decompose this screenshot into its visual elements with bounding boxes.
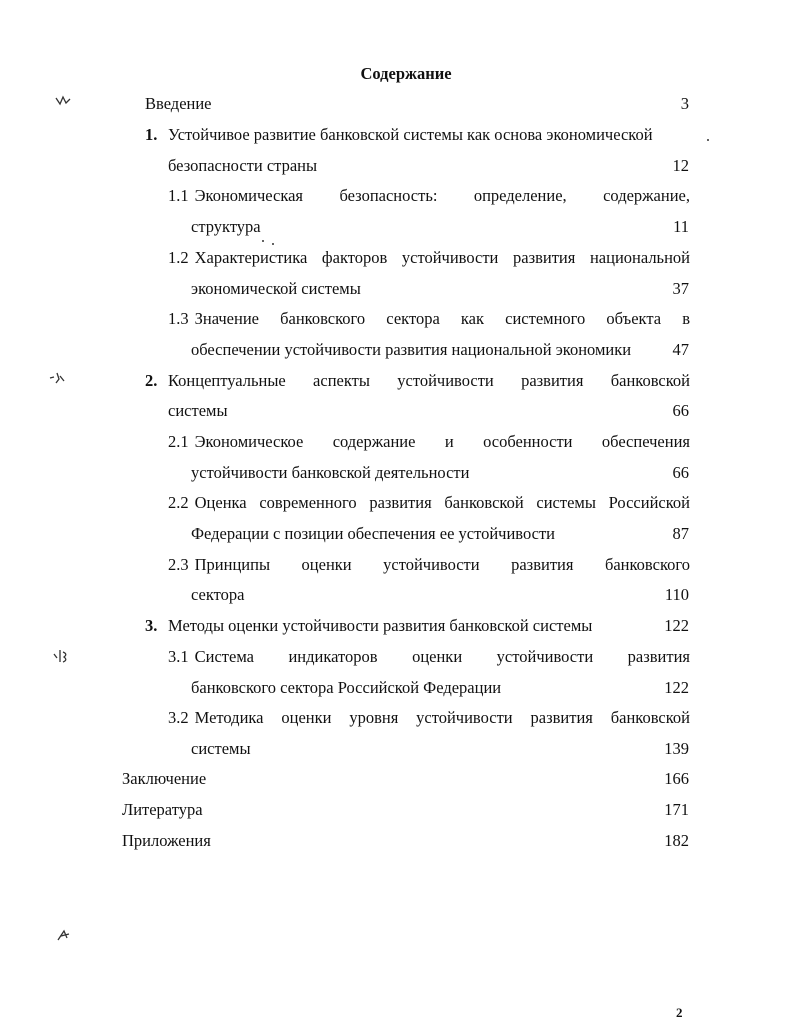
section-2-3-title-line-1: Принципы оценки устойчивости развития банковского — [194, 555, 690, 574]
toc-entry-appendices-page: 182 — [664, 831, 689, 850]
toc-entry-literature-page: 171 — [664, 800, 689, 819]
section-2-1-page: 66 — [672, 463, 689, 482]
section-1-1-number: 1.1 — [168, 186, 189, 205]
scan-artifact-mark-3 — [52, 648, 72, 666]
section-3-1-number: 3.1 — [168, 647, 189, 666]
chapter-3-number: 3. — [145, 616, 158, 635]
chapter-1-title-line-2: безопасности страны — [168, 156, 318, 175]
section-3-1-page: 122 — [664, 678, 689, 697]
chapter-3-title-line-1: Методы оценки устойчивости развития банковской системы — [168, 616, 593, 635]
chapter-2-number: 2. — [145, 371, 158, 390]
section-1-3-number: 1.3 — [168, 309, 189, 328]
toc-entry-conclusion-label: Заключение — [122, 769, 207, 788]
chapter-1-title-line-1: Устойчивое развитие банковской системы как основа экономической — [168, 125, 653, 144]
section-1-2-line-1 — [168, 248, 690, 268]
section-3-2-number: 3.2 — [168, 708, 189, 727]
scan-artifact-mark-1 — [54, 94, 74, 108]
section-2-3-page: 110 — [664, 585, 689, 604]
chapter-2-title-line-2: системы — [168, 401, 228, 420]
chapter-3-page: 122 — [664, 616, 689, 635]
section-1-2-page: 37 — [672, 279, 689, 298]
section-1-2-title-line-1: Характеристика факторов устойчивости развития национальной — [194, 248, 690, 267]
scan-artifact-mark-2 — [48, 371, 68, 387]
section-3-2-title-line-1: Методика оценки уровня устойчивости развития банковской — [194, 708, 690, 727]
scan-speck-1 — [707, 139, 709, 141]
section-1-3-page: 47 — [672, 340, 689, 359]
toc-title: Содержание — [360, 64, 452, 83]
section-1-2-title-line-2: экономической системы — [191, 279, 361, 298]
scan-artifact-mark-4 — [55, 928, 73, 944]
section-3-2-line-1 — [168, 708, 690, 728]
toc-entry-conclusion-page: 166 — [664, 769, 689, 788]
section-3-1-line-1 — [168, 647, 690, 667]
section-3-2-title-line-2: системы — [191, 739, 251, 758]
toc-entry-intro-label: Введение — [145, 94, 212, 113]
section-1-3-title-line-2: обеспечении устойчивости развития национальной экономики — [191, 340, 632, 359]
section-2-2-title-line-1: Оценка современного развития банковской системы Российской — [194, 493, 690, 512]
chapter-1-number: 1. — [145, 125, 158, 144]
section-2-3-line-1 — [168, 555, 690, 575]
chapter-2-title-line-1: Концептуальные аспекты устойчивости развития банковской — [168, 371, 690, 390]
section-3-1-title-line-1: Система индикаторов оценки устойчивости развития — [194, 647, 690, 666]
section-1-1-line-1 — [168, 186, 690, 206]
section-2-2-line-1 — [168, 493, 690, 513]
section-2-2-title-line-2: Федерации с позиции обеспечения ее устойчивости — [191, 524, 556, 543]
chapter-1-page: 12 — [672, 156, 689, 175]
section-2-1-title-line-2: устойчивости банковской деятельности — [191, 463, 470, 482]
section-1-1-page: 11 — [673, 217, 689, 236]
section-1-1-title-line-1: Экономическая безопасность: определение, содержание, — [194, 186, 690, 205]
scan-speck-2 — [262, 240, 264, 242]
section-2-1-title-line-1: Экономическое содержание и особенности обеспечения — [194, 432, 690, 451]
toc-entry-intro-page: 3 — [680, 94, 689, 113]
scan-speck-3 — [272, 243, 274, 245]
section-2-1-number: 2.1 — [168, 432, 189, 451]
section-1-2-number: 1.2 — [168, 248, 189, 267]
section-1-3-line-1 — [168, 309, 690, 329]
toc-entry-literature-label: Литература — [122, 800, 203, 819]
section-1-1-title-line-2: структура — [191, 217, 261, 236]
section-2-3-title-line-2: сектора — [191, 585, 245, 604]
section-1-3-title-line-1: Значение банковского сектора как системного объекта в — [194, 309, 690, 328]
section-2-2-number: 2.2 — [168, 493, 189, 512]
toc-entry-appendices-label: Приложения — [122, 831, 211, 850]
section-2-1-line-1 — [168, 432, 690, 452]
section-2-3-number: 2.3 — [168, 555, 189, 574]
section-3-1-title-line-2: банковского сектора Российской Федерации — [191, 678, 502, 697]
chapter-2-page: 66 — [672, 401, 689, 420]
section-2-2-page: 87 — [672, 524, 689, 543]
page-number: 2 — [676, 1005, 683, 1020]
section-3-2-page: 139 — [664, 739, 689, 758]
